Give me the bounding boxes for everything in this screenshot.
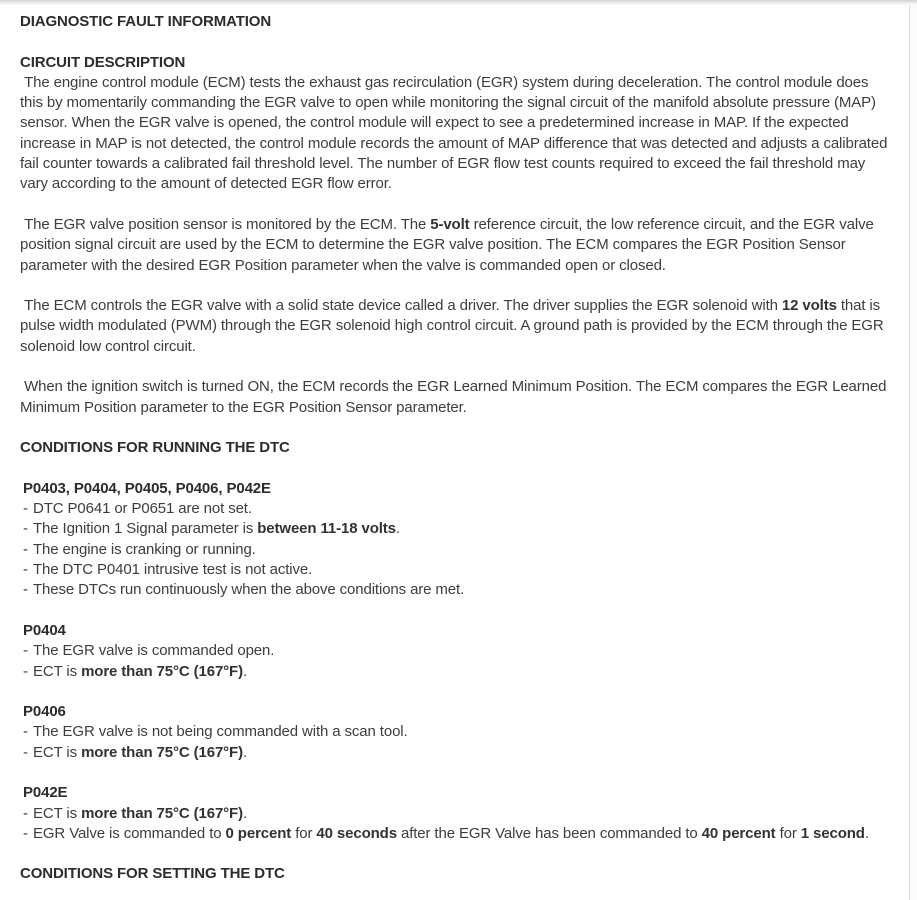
dtc-group-heading: P0406 <box>23 703 66 721</box>
bullet-item <box>23 519 894 539</box>
dtc-group-p0406 <box>20 702 894 763</box>
section-heading-circuit-description: CIRCUIT DESCRIPTION <box>20 53 186 71</box>
paragraph-egr-driver <box>20 296 894 357</box>
text-run-bold: more than 75°C (167°F) <box>81 804 243 822</box>
bullet-item <box>23 641 894 661</box>
text-run: ECT is <box>33 804 82 822</box>
bullet-text <box>33 743 894 763</box>
section-heading-conditions-running: CONDITIONS FOR RUNNING THE DTC <box>20 439 290 457</box>
bullet-dash: - <box>23 540 28 558</box>
text-run: . <box>242 743 248 761</box>
bullet-text <box>33 804 894 824</box>
bullet-item <box>23 540 894 560</box>
bullet-text <box>33 824 894 844</box>
page-title: DIAGNOSTIC FAULT INFORMATION <box>20 13 272 30</box>
bullet-text: The EGR valve is commanded open. <box>33 642 275 660</box>
bullet-dash: - <box>23 500 28 518</box>
text-run: EGR Valve is commanded to <box>33 824 226 842</box>
text-run-bold: between 11-18 volts <box>257 520 396 538</box>
text-run-bold: more than 75°C (167°F) <box>81 743 243 761</box>
paragraph-egr-learned-minimum: When the ignition switch is turned ON, the ECM records the EGR Learned Minimum Position. The ECM compares the EGR Learned Minimum Position parameter to the EGR Position Sensor parameter. <box>20 378 891 416</box>
bullet-item <box>23 499 894 519</box>
bullet-dash: - <box>23 824 28 842</box>
text-run: The ECM controls the EGR valve with a solid state device called a driver. The driver supplies the EGR solenoid with <box>20 297 782 315</box>
text-run: for <box>291 824 317 842</box>
bullet-item <box>23 804 894 824</box>
bullet-item <box>23 560 894 580</box>
bullet-dash: - <box>23 581 28 599</box>
text-run-bold: 0 percent <box>225 824 292 842</box>
bullet-dash: - <box>23 662 28 680</box>
section-heading-conditions-setting: CONDITIONS FOR SETTING THE DTC <box>20 865 285 883</box>
scrollbar-track[interactable] <box>909 4 917 900</box>
text-run-bold: 1 second <box>800 824 865 842</box>
top-edge-shadow <box>0 0 917 5</box>
bullet-item <box>23 662 894 682</box>
bullet-dash: - <box>23 723 28 741</box>
text-run: after the EGR Valve has been commanded to <box>396 824 702 842</box>
text-run: ECT is <box>33 662 82 680</box>
bullet-item <box>23 743 894 763</box>
bullet-dash: - <box>23 804 28 822</box>
text-run: ECT is <box>33 743 82 761</box>
bullet-dash: - <box>23 520 28 538</box>
bullet-text <box>33 662 894 682</box>
text-run-bold: 5-volt <box>430 215 470 233</box>
bullet-text: DTC P0641 or P0651 are not set. <box>33 500 252 518</box>
text-run: . <box>864 824 869 842</box>
dtc-group-p0404 <box>20 621 894 682</box>
text-run: that is pulse width modulated (PWM) through the EGR solenoid high control circuit. A ground path is provided by the ECM through the EGR solenoid low control circuit. <box>20 297 888 355</box>
text-run: . <box>242 804 248 822</box>
text-run-bold: 40 seconds <box>316 824 397 842</box>
bullet-text: The DTC P0401 intrusive test is not active. <box>33 561 313 579</box>
bullet-item <box>23 722 894 742</box>
text-run-bold: 12 volts <box>781 297 837 315</box>
bullet-item <box>23 580 894 600</box>
bullet-dash: - <box>23 561 28 579</box>
bullet-text: The EGR valve is not being commanded with a scan tool. <box>33 723 408 741</box>
dtc-group-p042e <box>20 783 894 844</box>
bullet-text <box>33 519 894 539</box>
dtc-group-heading: P0403, P0404, P0405, P0406, P042E <box>23 479 271 497</box>
dtc-group-heading: P0404 <box>23 621 66 639</box>
bullet-item <box>23 824 894 844</box>
text-run: The EGR valve position sensor is monitored by the ECM. The <box>20 215 431 233</box>
text-run: . <box>242 662 248 680</box>
text-run: . <box>395 520 400 538</box>
paragraph-egr-flow-test: The engine control module (ECM) tests the exhaust gas recirculation (EGR) system during deceleration. The control module does this by momentarily commanding the EGR valve to open while monitoring the signal circuit of the manifold absolute pressure (MAP) sensor. When the EGR valve is opened, the control module will expect to see a predetermined increase in MAP. If the expected increase in MAP is not detected, the control module records the amount of MAP difference that was detected and adjusts a calibrated fail counter towards a calibrated fail threshold level. The number of EGR flow test counts required to exceed the fail threshold may vary according to the amount of detected EGR flow error. <box>20 73 892 193</box>
bullet-dash: - <box>23 642 28 660</box>
paragraph-egr-position-sensor <box>20 215 894 276</box>
dtc-group-heading: P042E <box>23 784 68 802</box>
bullet-text: The engine is cranking or running. <box>33 540 256 558</box>
bullet-text: These DTCs run continuously when the above conditions are met. <box>33 581 465 599</box>
dtc-group-p0403-p042e <box>20 479 894 601</box>
bullet-dash: - <box>23 743 28 761</box>
text-run-bold: more than 75°C (167°F) <box>81 662 243 680</box>
text-run: reference circuit, the low reference circuit, and the EGR valve position signal circuit are used by the ECM to determine the EGR valve position. The ECM compares the EGR Position Sensor parameter with the desired EGR Position parameter when the valve is commanded open or closed. <box>20 215 878 274</box>
diagnostic-document <box>0 5 908 885</box>
text-run: for <box>775 824 801 842</box>
text-run-bold: 40 percent <box>701 824 776 842</box>
text-run: The Ignition 1 Signal parameter is <box>33 520 258 538</box>
